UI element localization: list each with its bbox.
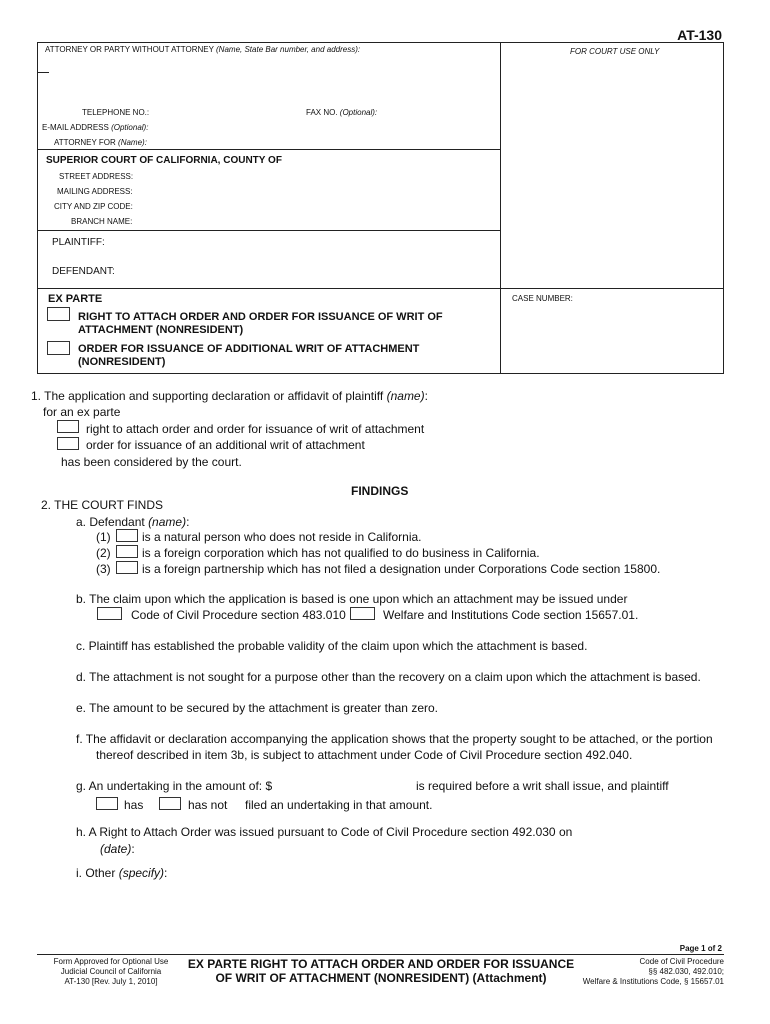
item1-opt1-label: right to attach order and order for issuance of writ of attachment (86, 422, 425, 436)
finding-g-line1b: is required before a writ shall issue, and plaintiff (416, 779, 669, 793)
caption-bottom-border (37, 373, 724, 374)
finding-a2-checkbox[interactable] (116, 545, 138, 558)
finding-a-label: a. Defendant (name): (76, 515, 190, 529)
finding-b-opt1-label: Code of Civil Procedure section 483.010 (131, 608, 346, 622)
caption-column-divider (500, 42, 501, 373)
caption-top-border (37, 42, 724, 43)
finding-b-opt2-label: Welfare and Institutions Code section 15657.01. (383, 608, 639, 622)
finding-a3-label: is a foreign partnership which has not filed a designation under Corporations Code section 15800. (142, 562, 661, 576)
finding-b-text: b. The claim upon which the application is based is one upon which an attachment may be issued under (76, 592, 628, 606)
findings-heading: FINDINGS (351, 484, 409, 498)
finding-i-label: i. Other (specify): (76, 866, 168, 880)
item1-opt2-label: order for issuance of an additional writ of attachment (86, 438, 365, 452)
court-heading: SUPERIOR COURT OF CALIFORNIA, COUNTY OF (46, 155, 282, 166)
finding-g-has-checkbox[interactable] (96, 797, 118, 810)
defendant-label: DEFENDANT: (52, 266, 115, 277)
finding-f-line1: f. The affidavit or declaration accompanying the application shows that the property sought to be attached, or the portion (76, 732, 713, 746)
finding-g-has-label: has (124, 798, 144, 812)
finding-a3-number: (3) (96, 562, 111, 576)
plaintiff-label: PLAINTIFF: (52, 237, 105, 248)
ex-parte-heading: EX PARTE (48, 293, 103, 305)
item1-for-ex-parte: for an ex parte (43, 405, 121, 419)
finding-g-has-not-label: has not (188, 798, 228, 812)
title-section-divider (37, 288, 724, 289)
finding-g-filed: filed an undertaking in that amount. (245, 798, 433, 812)
finding-h-line1: h. A Right to Attach Order was issued pursuant to Code of Civil Procedure section 492.030 on (76, 825, 573, 839)
item1-considered: has been considered by the court. (61, 455, 242, 469)
title-option-right-to-attach: RIGHT TO ATTACH ORDER AND ORDER FOR ISSUANCE OF WRIT OF ATTACHMENT (NONRESIDENT) (78, 311, 443, 336)
finding-a1-number: (1) (96, 530, 111, 544)
form-approval-note: Form Approved for Optional Use Judicial Council of California AT-130 [Rev. July 1, 2010] (53, 957, 169, 986)
title-option-additional-writ-checkbox[interactable] (47, 341, 70, 355)
email-label: E-MAIL ADDRESS (Optional): (42, 123, 149, 132)
court-use-only-label: FOR COURT USE ONLY (570, 47, 660, 56)
finding-h-date: (date): (100, 842, 135, 856)
form-number: AT-130 (677, 27, 722, 43)
finding-f-line2: thereof described in item 3b, is subject to attachment under Code of Civil Procedure section 492.040. (96, 748, 633, 762)
finding-a3-checkbox[interactable] (116, 561, 138, 574)
case-number-label: CASE NUMBER: (512, 294, 573, 303)
attorney-court-divider (37, 149, 501, 150)
attorney-for-label: ATTORNEY FOR (Name): (54, 138, 147, 147)
finding-b-opt2-checkbox[interactable] (350, 607, 375, 620)
title-option-additional-writ: ORDER FOR ISSUANCE OF ADDITIONAL WRIT OF ATTACHMENT (NONRESIDENT) (78, 343, 420, 368)
caption-right-border (723, 42, 724, 373)
branch-name-label: BRANCH NAME: (71, 217, 133, 226)
finding-e-text: e. The amount to be secured by the attachment is greater than zero. (76, 701, 438, 715)
finding-a1-checkbox[interactable] (116, 529, 138, 542)
page-number: Page 1 of 2 (679, 944, 722, 953)
item1-opt2-checkbox[interactable] (57, 437, 79, 450)
finding-g-line1: g. An undertaking in the amount of: $ (76, 779, 273, 793)
attorney-entry-tick (37, 72, 49, 73)
code-references: Code of Civil Procedure §§ 482.030, 492.010; Welfare & Institutions Code, § 15657.01 (582, 957, 724, 986)
attorney-label: ATTORNEY OR PARTY WITHOUT ATTORNEY (Name, State Bar number, and address): (45, 45, 361, 54)
finding-a1-label: is a natural person who does not reside in California. (142, 530, 422, 544)
court-parties-divider (37, 230, 501, 231)
city-zip-label: CITY AND ZIP CODE: (54, 202, 133, 211)
fax-label: FAX NO. (Optional): (306, 108, 378, 117)
court-finds-label: 2. THE COURT FINDS (41, 498, 164, 512)
footer-form-title: EX PARTE RIGHT TO ATTACH ORDER AND ORDER FOR ISSUANCE OF WRIT OF ATTACHMENT (NONRESIDENT) (Attachment) (187, 957, 575, 985)
finding-b-opt1-checkbox[interactable] (97, 607, 122, 620)
caption-left-border (37, 42, 38, 373)
title-option-right-to-attach-checkbox[interactable] (47, 307, 70, 321)
finding-d-text: d. The attachment is not sought for a purpose other than the recovery on a claim upon which the attachment is based. (76, 670, 701, 684)
street-address-label: STREET ADDRESS: (59, 172, 134, 181)
footer-rule (37, 954, 724, 955)
finding-c-text: c. Plaintiff has established the probable validity of the claim upon which the attachment is based. (76, 639, 588, 653)
item1-text: 1. The application and supporting declaration or affidavit of plaintiff (name): (31, 389, 428, 403)
finding-g-has-not-checkbox[interactable] (159, 797, 181, 810)
finding-a2-number: (2) (96, 546, 111, 560)
mailing-address-label: MAILING ADDRESS: (57, 187, 133, 196)
telephone-label: TELEPHONE NO.: (82, 108, 150, 117)
finding-a2-label: is a foreign corporation which has not qualified to do business in California. (142, 546, 540, 560)
item1-opt1-checkbox[interactable] (57, 420, 79, 433)
